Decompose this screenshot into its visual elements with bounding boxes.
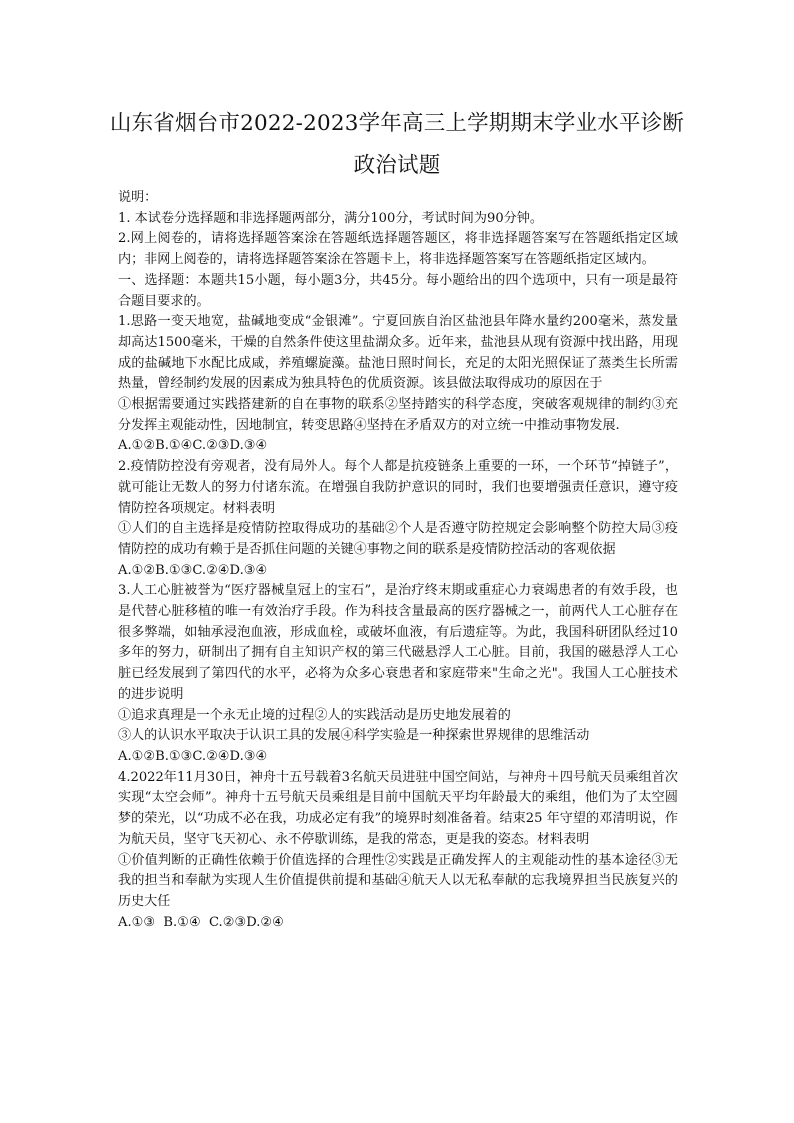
question-options: A.①②B.①④C.②③D.③④ — [118, 438, 268, 454]
question-options: A.①②B.①③C.②④D.③④ — [118, 748, 268, 764]
instruction-item: 1. 本试卷分选择题和非选择题两部分，满分100分，考试时间为90分钟。 — [118, 210, 543, 226]
question-stem: 3.人工心脏被誉为“医疗器械皇冠上的宝石”，是治疗终末期或重症心力衰竭患者的有效手段，也是代替心脏移植的唯一有效治疗手段。作为科技含量最高的医疗器械之一，前两代人工心脏存在很多弊端，如轴承浸泡血液，形成血栓，或破坏血液，有后遗症等。为此，我国科研团队经过10多年的努力，研制出了拥有自主知识产权的第三代磁悬浮人工心脏。目前，我国的磁悬浮人工心脏已经发展到了第四代的水平，必将为众多心衰患者和家庭带来"生命之光"。我国人工心脏技术的进步说明 — [118, 583, 678, 702]
question-stem: 2.疫情防控没有旁观者，没有局外人。每个人都是抗疫链条上重要的一环，一个环节“掉链子”，就可能让无数人的努力付诸东流。在增强自我防护意识的同时，我们也要增强责任意识，遵守疫情防控各项规定。材料表明 — [118, 459, 678, 516]
question-options: A.①②B.①③C.②④D.③④ — [118, 562, 268, 578]
question-options: A.①③ B.①④ C.②③D.②④ — [118, 914, 284, 930]
question-statement-line: ①追求真理是一个永无止境的过程②人的实践活动是历史地发展着的 — [118, 707, 511, 723]
question-stem: 4.2022年11月30日，神舟十五号载着3名航天员进驻中国空间站，与神舟＋四号航天员乘组首次实现“太空会师”。神舟十五号航天员乘组是目前中国航天平均年龄最大的乘组，他们为了太空圆梦的荣光，以“功成不必在我，功成必定有我”的境界时刻准备着。结束25 年守望的邓清明说，作为航天员，坚守飞天初心、永不停歇训练，是我的常态，更是我的姿态。材料表明 — [118, 769, 678, 847]
section-heading: 一、选择题：本题共15小题，每小题3分，共45分。每小题给出的四个选项中，只有一项是最符合题目要求的。 — [118, 272, 678, 309]
question-statements: ①根据需要通过实践搭建新的自在事物的联系②坚持踏实的科学态度，突破客观规律的制约③充分发挥主观能动性，因地制宜，转变思路④坚持在矛盾双方的对立统一中推动事物发展. — [118, 397, 678, 433]
exam-body — [118, 188, 678, 933]
question-statements: ①价值判断的正确性依赖于价值选择的合理性②实践是正确发挥人的主观能动性的基本途径③无我的担当和奉献为实现人生价值提供前提和基础④航天人以无私奉献的忘我境界担当民族复兴的历史大任 — [118, 852, 678, 909]
question-statement-line: ③人的认识水平取决于认识工具的发展④科学实验是一种探索世界规律的思维活动 — [118, 728, 590, 744]
subject-title: 政治试题 — [353, 153, 441, 178]
exam-title: 山东省烟台市2022-2023学年高三上学期期末学业水平诊断 — [109, 111, 685, 136]
question-statements: ①人们的自主选择是疫情防控取得成功的基础②个人是否遵守防控规定会影响整个防控大局③疫情防控的成功有赖于是否抓住问题的关键④事物之间的联系是疫情防控活动的客观依据 — [118, 521, 678, 557]
instructions-heading: 说明： — [118, 190, 158, 205]
instruction-item: 2.网上阅卷的，请将选择题答案涂在答题纸选择题答题区，将非选择题答案写在答题纸指定区域内；非网上阅卷的，请将选择题答案涂在答题卡上，将非选择题答案写在答题纸指定区域内。 — [118, 231, 678, 268]
question-stem: 1.思路一变天地宽，盐碱地变成“金银滩”。宁夏回族自治区盐池县年降水量约200毫米，蒸发量却高达1500毫米，干燥的自然条件使这里盐湖众多。近年来，盐池县从现有资源中找出路，用现成的盐碱地下水配比成咸，养殖螺旋藻。盐池日照时间长，充足的太阳光照保证了蒸类生长所需热量，曾经制约发展的因素成为独具特色的优质资源。该县做法取得成功的原因在于 — [118, 314, 678, 392]
